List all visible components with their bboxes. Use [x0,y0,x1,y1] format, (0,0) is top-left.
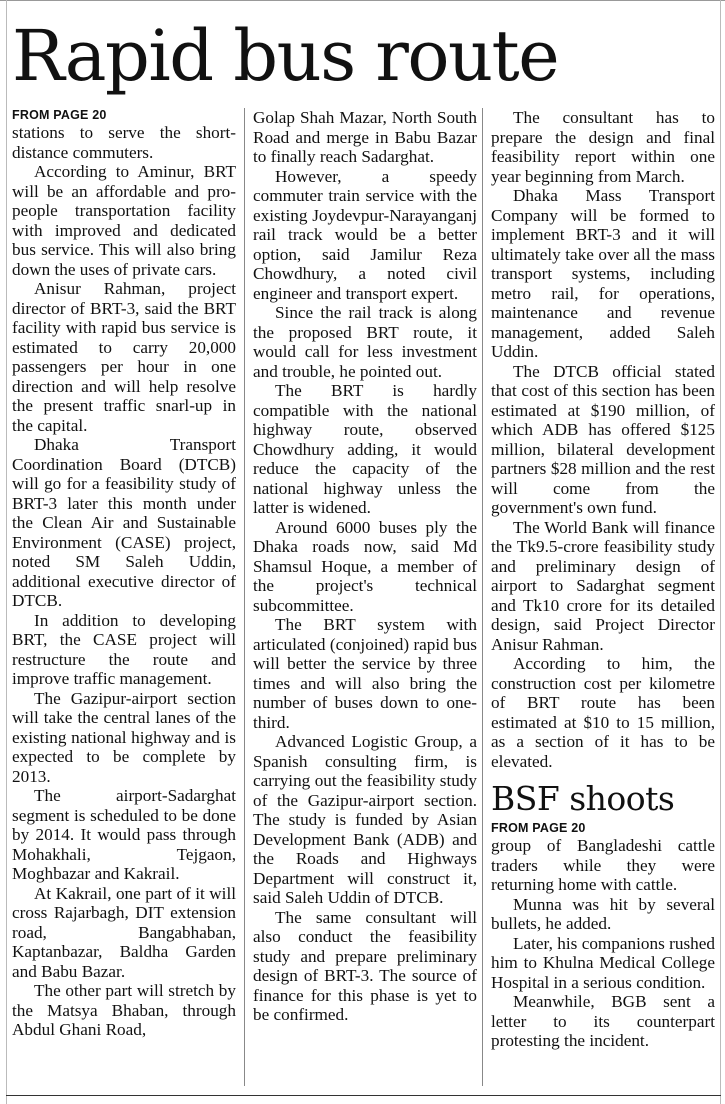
paragraph: Around 6000 buses ply the Dhaka roads now, said Md Shamsul Hoque, a member of the project's technical subcommittee. [253,517,477,615]
paragraph: According to Aminur, BRT will be an affordable and pro-people transportation facility with improved and dedicated bus service. This will also bring down the uses of private cars. [12,162,236,279]
paragraph: The airport-Sadarghat segment is scheduled to be done by 2014. It would pass through Mohakhali, Tejgaon, Moghbazar and Kakrail. [12,786,236,883]
column-divider-1 [244,108,245,1086]
paragraph: The BRT system with articulated (conjoined) rapid bus will better the service by three times and will also bring the number of buses down to one-third. [253,615,477,732]
paragraph: Golap Shah Mazar, North South Road and merge in Babu Bazar to finally reach Sadarghat. [253,108,477,166]
article-column-2 [253,108,477,1025]
paragraph: stations to serve the short-distance commuters. [12,123,236,162]
bsf-headline: BSF shoots [491,779,675,818]
paragraph: The same consultant will also conduct the feasibility study and prepare preliminary design of BRT-3. The source of finance for this phase is yet to be confirmed. [253,907,477,1024]
paragraph: The other part will stretch by the Matsya Bhaban, through Abdul Ghani Road, [12,981,236,1039]
article-column-1 [12,108,236,1040]
bsf-continued-from-kicker: FROM PAGE 20 [491,821,586,835]
paragraph: At Kakrail, one part of it will cross Rajarbagh, DIT extension road, Bangabhaban, Kaptanbazar, Baldha Garden and Babu Bazar. [12,883,236,981]
paragraph: Anisur Rahman, project director of BRT-3, said the BRT facility with rapid bus service is estimated to carry 20,000 passengers per hour in one direction and will help resolve the present traffic snarl-up in the capital. [12,279,236,435]
paragraph: Meanwhile, BGB sent a letter to its counterpart protesting the incident. [491,992,715,1050]
top-border [0,0,725,1]
paragraph: Later, his companions rushed him to Khulna Medical College Hospital in a serious condition. [491,933,715,992]
article-column-3 [491,108,715,1051]
left-border [6,0,7,1104]
paragraph: Advanced Logistic Group, a Spanish consulting firm, is carrying out the feasibility study of the Gazipur-airport section. The study is funded by Asian Development Bank (ADB) and the Roads and Highways Department will construct it, said Saleh Uddin of DTCB. [253,732,477,907]
paragraph: However, a speedy commuter train service with the existing Joydevpur-Narayanganj rail track would be a better option, said Jamilur Reza Chowdhury, a noted civil engineer and transport expert. [253,166,477,303]
continued-from-kicker: FROM PAGE 20 [12,108,107,122]
paragraph: Since the rail track is along the proposed BRT route, it would call for less investment and trouble, he pointed out. [253,303,477,381]
paragraph: The consultant has to prepare the design and final feasibility report within one year beginning from March. [491,108,715,186]
paragraph: Munna was hit by several bullets, he added. [491,894,715,933]
headline: Rapid bus route [12,15,559,97]
paragraph: According to him, the construction cost per kilometre of BRT route has been estimated at $10 to 15 million, as a section of it has to be elevated. [491,654,715,771]
paragraph: The DTCB official stated that cost of this section has been estimated at $190 million, of which ADB has offered $125 million, bilateral development partners $28 million and the rest will come from the government's own fund. [491,361,715,517]
paragraph: In addition to developing BRT, the CASE project will restructure the route and improve traffic management. [12,610,236,688]
paragraph: The Gazipur-airport section will take the central lanes of the existing national highway and is expected to be complete by 2013. [12,688,236,786]
right-border [720,0,721,1104]
bottom-rule [6,1095,721,1096]
paragraph: Dhaka Transport Coordination Board (DTCB) will go for a feasibility study of BRT-3 later this month under the Clean Air and Sustainable Environment (CASE) project, noted SM Saleh Uddin, additional executive director of DTCB. [12,435,236,610]
paragraph: The BRT is hardly compatible with the national highway route, observed Chowdhury adding, it would reduce the capacity of the national highway unless the latter is widened. [253,381,477,517]
paragraph: The World Bank will finance the Tk9.5-crore feasibility study and preliminary design of airport to Sadarghat segment and Tk10 crore for its detailed design, said Project Director Anisur Rahman. [491,517,715,654]
paragraph: Dhaka Mass Transport Company will be formed to implement BRT-3 and it will ultimately take over all the mass transport systems, including metro rail, for operations, maintenance and revenue management, added Saleh Uddin. [491,186,715,361]
paragraph: group of Bangladeshi cattle traders while they were returning home with cattle. [491,836,715,894]
column-divider-2 [482,108,483,1086]
